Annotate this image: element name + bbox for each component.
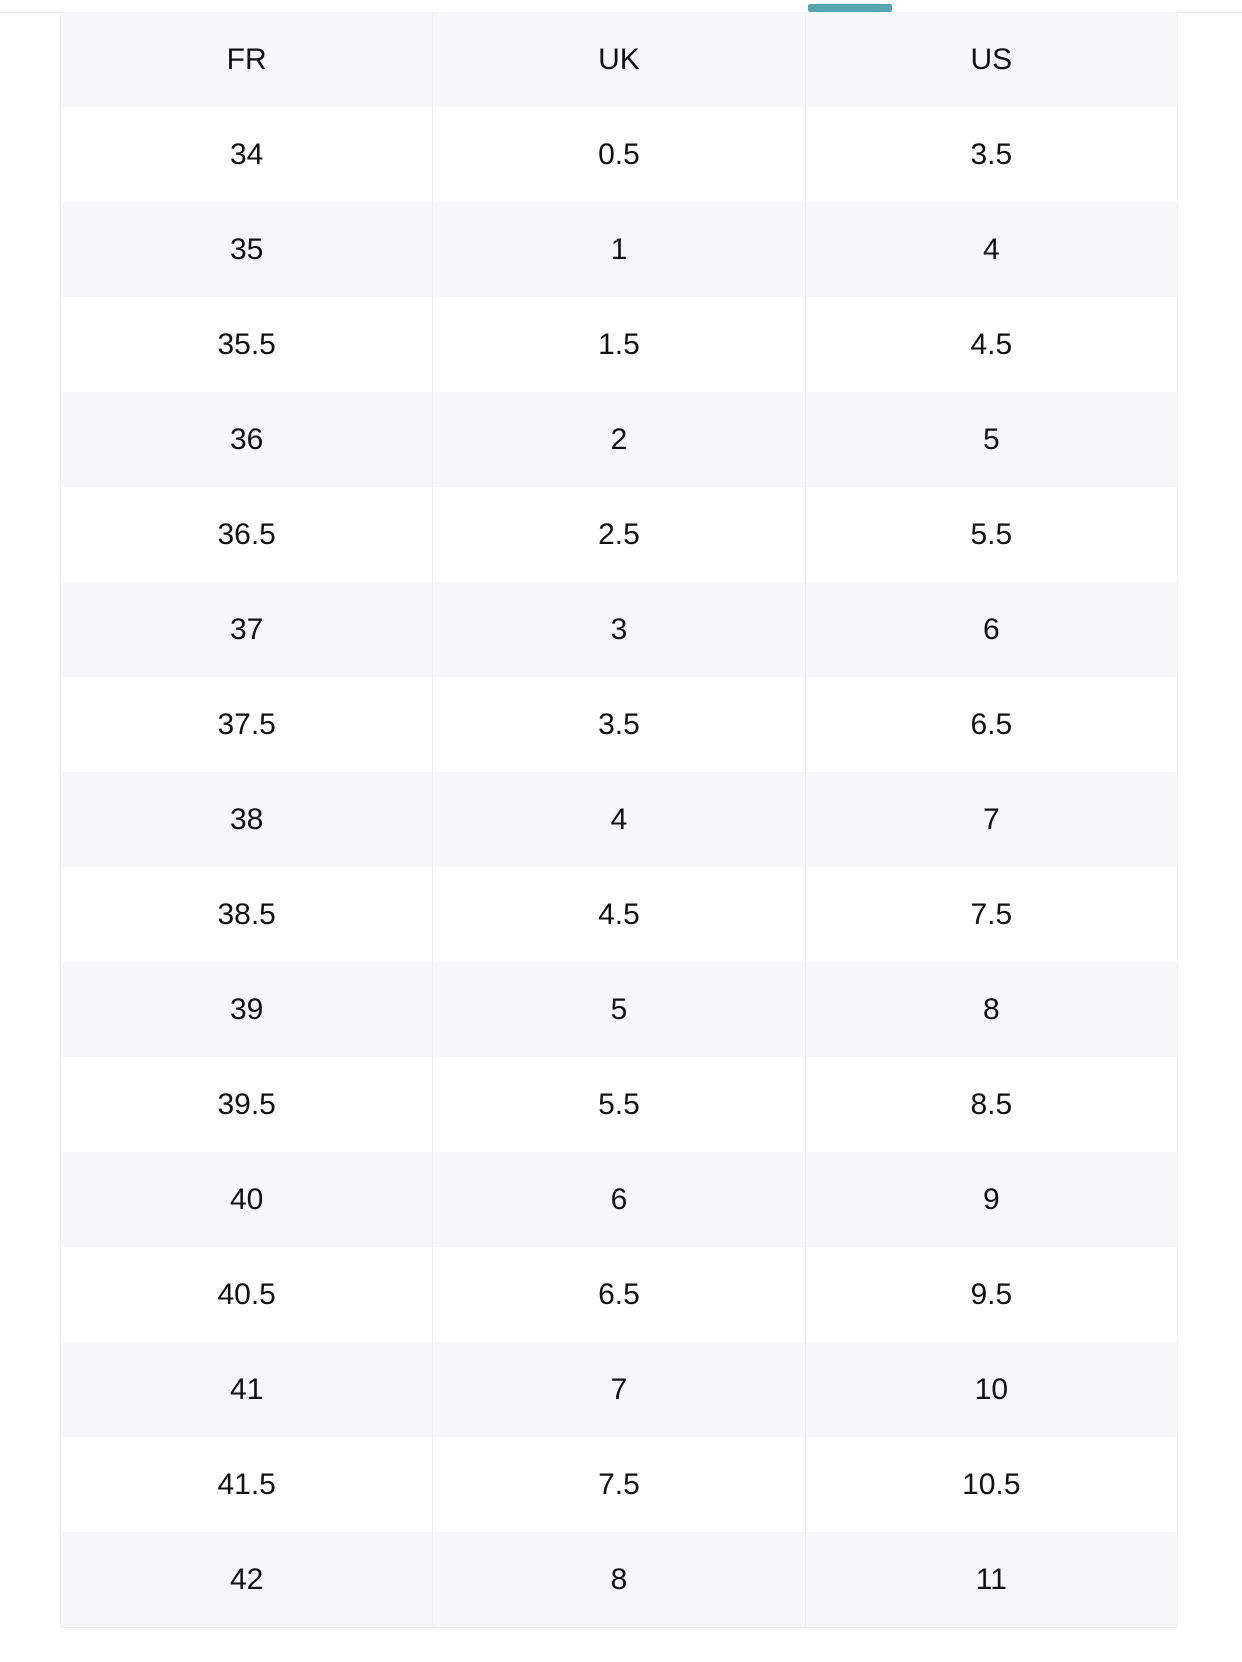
column-header-uk: UK bbox=[433, 12, 805, 107]
size-cell-uk: 4 bbox=[433, 772, 805, 867]
header-row bbox=[61, 12, 1178, 107]
table-row bbox=[61, 487, 1178, 582]
size-cell-fr: 42 bbox=[229, 1562, 264, 1596]
size-cell-us: 5 bbox=[805, 392, 1177, 487]
size-cell-fr: 40.5 bbox=[217, 1277, 276, 1311]
size-cell-fr: 41 bbox=[229, 1372, 264, 1406]
table-row bbox=[61, 582, 1178, 677]
size-cell-us: 7 bbox=[805, 772, 1177, 867]
size-cell-us: 4 bbox=[805, 202, 1177, 297]
size-cell-fr: 39 bbox=[229, 992, 264, 1026]
table-row bbox=[61, 1247, 1178, 1342]
size-cell-us: 8.5 bbox=[805, 1057, 1177, 1152]
table-row bbox=[61, 772, 1178, 867]
size-cell-uk: 1 bbox=[433, 202, 805, 297]
size-cell-us: 6.5 bbox=[805, 677, 1177, 772]
size-cell-uk: 3.5 bbox=[433, 677, 805, 772]
size-cell-fr: 37.5 bbox=[217, 707, 276, 741]
size-cell-uk: 7.5 bbox=[433, 1437, 805, 1532]
size-cell-uk: 0.5 bbox=[433, 107, 805, 202]
size-cell-fr: 40 bbox=[229, 1182, 264, 1216]
size-cell-uk: 4.5 bbox=[433, 867, 805, 962]
table-row bbox=[61, 1342, 1178, 1437]
table-row bbox=[61, 867, 1178, 962]
size-conversion-table bbox=[60, 12, 1178, 1628]
table-row bbox=[61, 1152, 1178, 1247]
size-cell-us: 9.5 bbox=[805, 1247, 1177, 1342]
size-cell-uk: 6.5 bbox=[433, 1247, 805, 1342]
size-cell-fr: 36 bbox=[229, 422, 264, 456]
size-cell-fr: 41.5 bbox=[217, 1467, 276, 1501]
table-row bbox=[61, 962, 1178, 1057]
size-cell-us: 4.5 bbox=[805, 297, 1177, 392]
table-row bbox=[61, 297, 1178, 392]
column-header-us: US bbox=[805, 12, 1177, 107]
size-cell-fr: 35.5 bbox=[217, 327, 276, 361]
table-row bbox=[61, 107, 1178, 202]
size-cell-fr: 37 bbox=[229, 612, 264, 646]
size-cell-uk: 5 bbox=[433, 962, 805, 1057]
table-row bbox=[61, 202, 1178, 297]
size-cell-us: 9 bbox=[805, 1152, 1177, 1247]
size-cell-uk: 3 bbox=[433, 582, 805, 677]
size-cell-uk: 2 bbox=[433, 392, 805, 487]
active-tab-indicator bbox=[808, 4, 892, 12]
table-row bbox=[61, 392, 1178, 487]
size-cell-fr: 34 bbox=[229, 137, 264, 171]
size-cell-fr: 39.5 bbox=[217, 1087, 276, 1121]
size-cell-uk: 8 bbox=[433, 1532, 805, 1628]
size-cell-us: 10 bbox=[805, 1342, 1177, 1437]
column-header-fr: FR bbox=[226, 42, 267, 76]
size-cell-us: 10.5 bbox=[805, 1437, 1177, 1532]
table-header bbox=[61, 12, 1178, 107]
size-cell-fr: 38.5 bbox=[217, 897, 276, 931]
table-row bbox=[61, 1057, 1178, 1152]
size-cell-us: 8 bbox=[805, 962, 1177, 1057]
size-cell-us: 11 bbox=[805, 1532, 1177, 1628]
size-cell-uk: 1.5 bbox=[433, 297, 805, 392]
size-cell-fr: 35 bbox=[229, 232, 264, 266]
size-cell-us: 3.5 bbox=[805, 107, 1177, 202]
size-cell-fr: 38 bbox=[229, 802, 264, 836]
table-row bbox=[61, 1437, 1178, 1532]
size-cell-us: 6 bbox=[805, 582, 1177, 677]
size-cell-us: 7.5 bbox=[805, 867, 1177, 962]
size-cell-uk: 6 bbox=[433, 1152, 805, 1247]
table-row bbox=[61, 677, 1178, 772]
size-cell-us: 5.5 bbox=[805, 487, 1177, 582]
size-cell-uk: 5.5 bbox=[433, 1057, 805, 1152]
table-row bbox=[61, 1532, 1178, 1628]
size-cell-uk: 2.5 bbox=[433, 487, 805, 582]
table-body bbox=[61, 107, 1178, 1628]
size-cell-uk: 7 bbox=[433, 1342, 805, 1437]
size-cell-fr: 36.5 bbox=[217, 517, 276, 551]
